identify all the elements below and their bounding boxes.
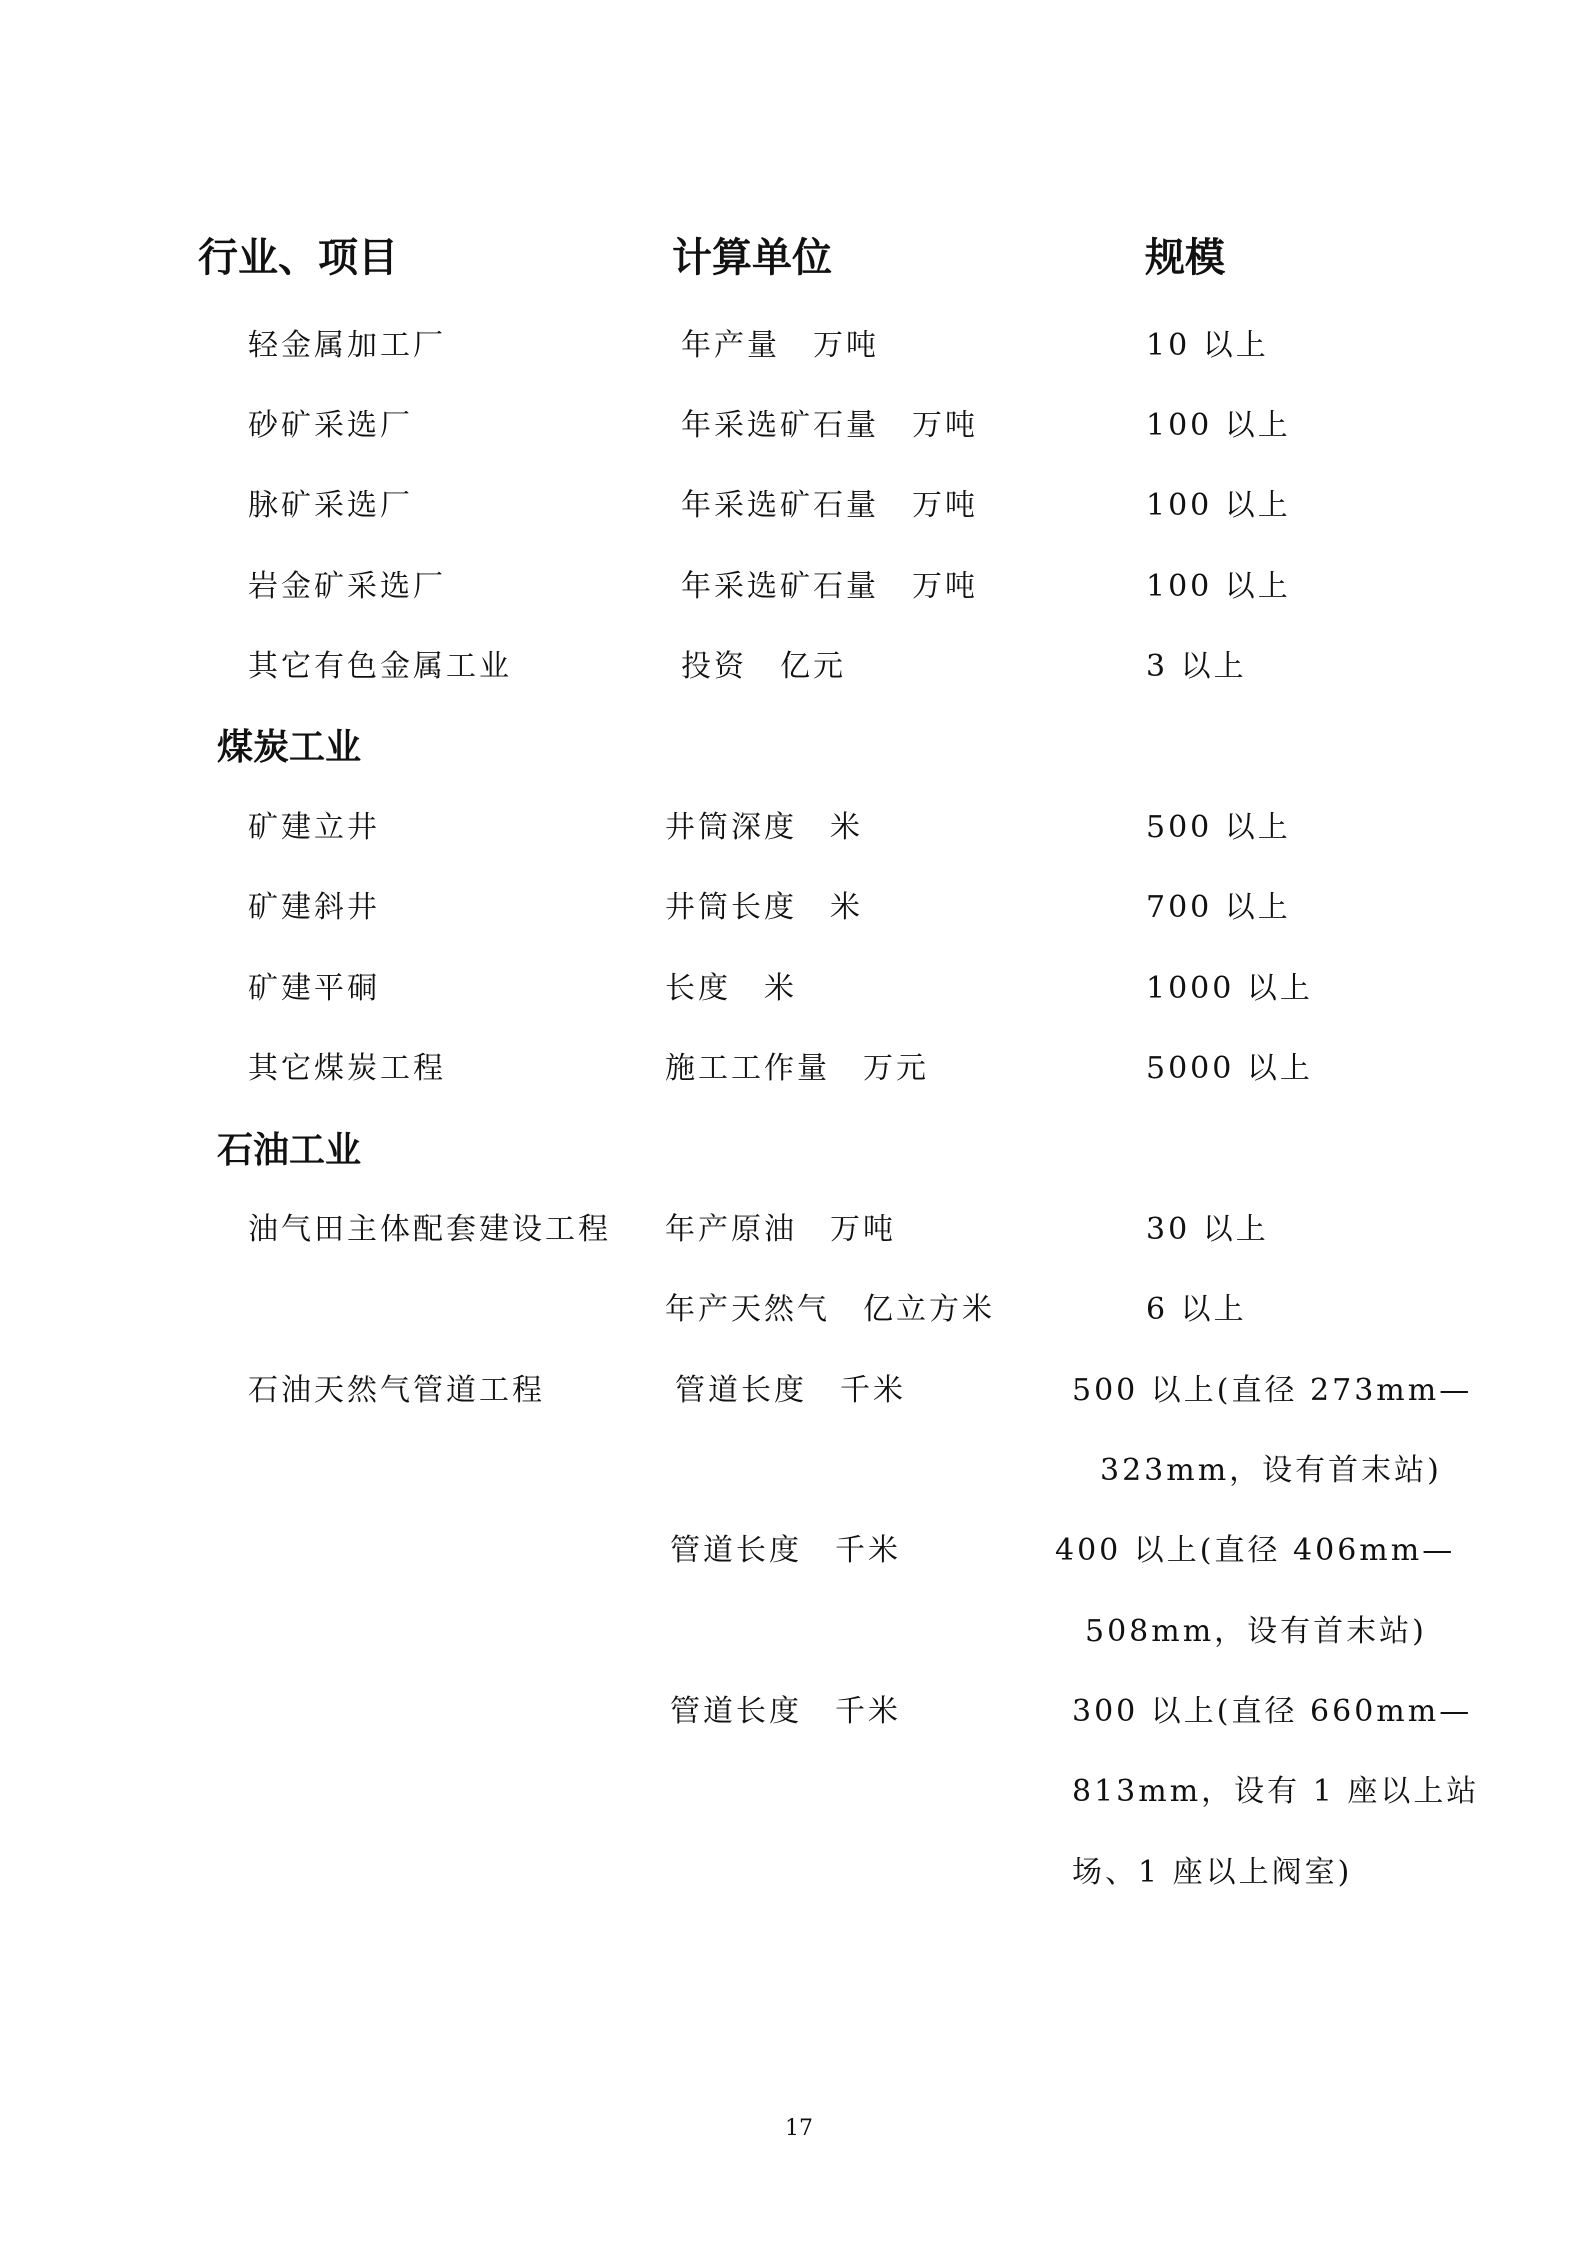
row-unit: 井筒深度 米 [665,810,863,845]
row-scale: 100 以上 [1146,488,1291,523]
row-unit: 年采选矿石量 万吨 [681,408,978,443]
row-unit: 井筒长度 米 [665,890,863,925]
row-unit: 年产原油 万吨 [665,1212,896,1247]
row-item: 轻金属加工厂 [248,328,446,363]
section-title-petroleum: 石油工业 [217,1130,362,1171]
row-scale: 1000 以上 [1146,971,1313,1006]
row-item: 矿建斜井 [248,890,380,925]
row-scale: 6 以上 [1146,1292,1247,1327]
row-unit: 年产量 万吨 [681,328,879,363]
row-scale: 5000 以上 [1146,1051,1313,1086]
row-scale: 100 以上 [1146,569,1291,604]
row-scale: 100 以上 [1146,408,1291,443]
row-scale-continued: 323mm，设有首末站) [1100,1453,1442,1488]
row-unit: 管道长度 千米 [670,1533,901,1568]
row-scale: 3 以上 [1146,649,1247,684]
row-scale: 700 以上 [1146,890,1291,925]
row-item: 脉矿采选厂 [248,488,413,523]
row-item: 其它煤炭工程 [248,1051,446,1086]
row-scale-continued: 508mm，设有首末站) [1085,1614,1427,1649]
row-scale: 500 以上(直径 273mm— [1072,1373,1473,1408]
header-scale: 规模 [1145,235,1225,281]
row-unit: 管道长度 千米 [670,1694,901,1729]
header-industry-item: 行业、项目 [198,235,398,281]
row-unit: 年采选矿石量 万吨 [681,569,978,604]
row-scale: 500 以上 [1146,810,1291,845]
row-scale: 400 以上(直径 406mm— [1055,1533,1456,1568]
header-calculation-unit: 计算单位 [672,235,832,281]
row-scale: 300 以上(直径 660mm— [1072,1694,1473,1729]
row-unit: 长度 米 [665,971,797,1006]
row-item: 矿建立井 [248,810,380,845]
row-item: 砂矿采选厂 [248,408,413,443]
row-unit: 施工工作量 万元 [665,1051,929,1086]
row-item: 岩金矿采选厂 [248,569,446,604]
row-unit: 管道长度 千米 [675,1373,906,1408]
section-title-coal: 煤炭工业 [217,727,362,768]
row-item: 其它有色金属工业 [248,649,512,684]
row-unit: 年采选矿石量 万吨 [681,488,978,523]
row-item: 油气田主体配套建设工程 [248,1212,611,1247]
row-scale: 10 以上 [1146,328,1269,363]
row-unit: 投资 亿元 [681,649,846,684]
row-scale-continued: 场、1 座以上阀室) [1072,1855,1353,1890]
page-number: 17 [785,2116,813,2141]
row-scale: 30 以上 [1146,1212,1269,1247]
row-item: 石油天然气管道工程 [248,1373,545,1408]
row-item: 矿建平硐 [248,971,380,1006]
row-scale-continued: 813mm，设有 1 座以上站 [1072,1774,1480,1809]
row-unit: 年产天然气 亿立方米 [665,1292,995,1327]
